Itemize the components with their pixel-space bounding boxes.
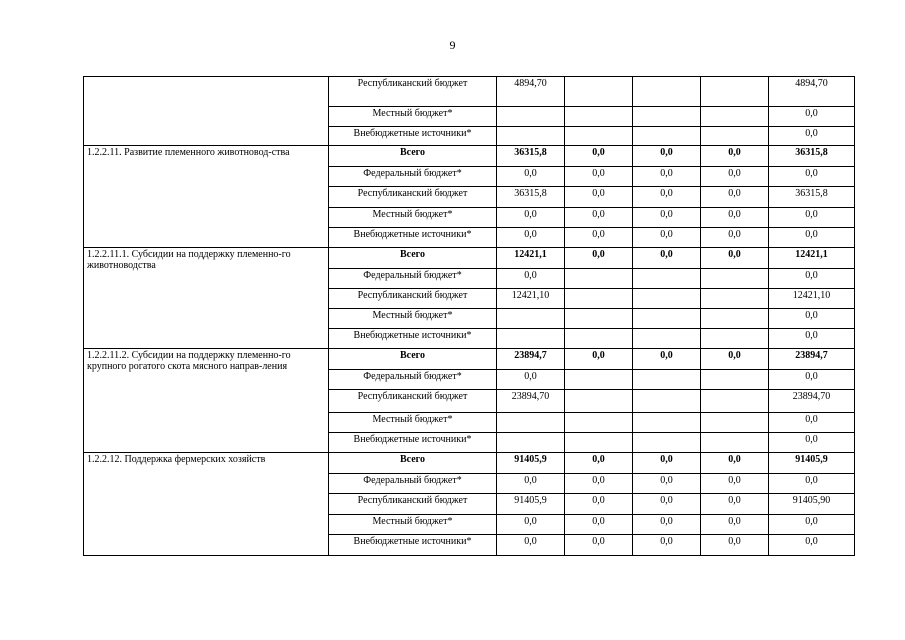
- year-value-cell: [565, 269, 633, 289]
- year-value-cell: [633, 309, 701, 329]
- year-value-cell: [565, 107, 633, 127]
- year-value-cell: [633, 107, 701, 127]
- year-value-cell: 0,0: [633, 474, 701, 494]
- year-value-cell: [565, 77, 633, 107]
- funding-source-cell: Местный бюджет*: [329, 515, 497, 535]
- total-value-cell: 36315,8: [497, 187, 565, 208]
- funding-source-cell: Республиканский бюджет: [329, 289, 497, 309]
- sum-value-cell: 0,0: [769, 208, 855, 228]
- funding-source-cell: Внебюджетные источники*: [329, 127, 497, 146]
- total-value-cell: 0,0: [497, 228, 565, 248]
- program-name-cell: 1.2.2.11.2. Субсидии на поддержку племенно-го крупного рогатого скота мясного направ-ления: [84, 349, 329, 453]
- year-value-cell: [701, 269, 769, 289]
- total-value-cell: [497, 127, 565, 146]
- table-row: [84, 146, 855, 167]
- year-value-cell: [701, 77, 769, 107]
- year-value-cell: 0,0: [565, 208, 633, 228]
- year-value-cell: 0,0: [633, 167, 701, 187]
- table-row: [84, 248, 855, 269]
- funding-source-cell: Всего: [329, 248, 497, 269]
- sum-value-cell: 0,0: [769, 107, 855, 127]
- year-value-cell: [633, 370, 701, 390]
- year-value-cell: 0,0: [633, 494, 701, 515]
- year-value-cell: 0,0: [565, 349, 633, 370]
- year-value-cell: 0,0: [701, 167, 769, 187]
- sum-value-cell: 0,0: [769, 269, 855, 289]
- page-number: 9: [449, 38, 456, 52]
- total-value-cell: 0,0: [497, 269, 565, 289]
- year-value-cell: 0,0: [633, 453, 701, 474]
- year-value-cell: 0,0: [565, 453, 633, 474]
- year-value-cell: [565, 370, 633, 390]
- year-value-cell: [633, 77, 701, 107]
- year-value-cell: 0,0: [565, 248, 633, 269]
- year-value-cell: 0,0: [633, 515, 701, 535]
- year-value-cell: 0,0: [633, 146, 701, 167]
- sum-value-cell: 36315,8: [769, 187, 855, 208]
- sum-value-cell: 23894,70: [769, 390, 855, 413]
- total-value-cell: [497, 309, 565, 329]
- sum-value-cell: 12421,10: [769, 289, 855, 309]
- year-value-cell: 0,0: [701, 494, 769, 515]
- year-value-cell: [633, 269, 701, 289]
- total-value-cell: 4894,70: [497, 77, 565, 107]
- year-value-cell: 0,0: [701, 474, 769, 494]
- program-name-cell: 1.2.2.11.1. Субсидии на поддержку племенно-го животноводства: [84, 248, 329, 349]
- year-value-cell: [701, 127, 769, 146]
- total-value-cell: [497, 433, 565, 453]
- sum-value-cell: 0,0: [769, 413, 855, 433]
- sum-value-cell: 0,0: [769, 329, 855, 349]
- year-value-cell: [565, 390, 633, 413]
- total-value-cell: 12421,10: [497, 289, 565, 309]
- year-value-cell: [701, 107, 769, 127]
- funding-source-cell: Внебюджетные источники*: [329, 228, 497, 248]
- year-value-cell: [633, 413, 701, 433]
- total-value-cell: 0,0: [497, 370, 565, 390]
- funding-source-cell: Местный бюджет*: [329, 413, 497, 433]
- year-value-cell: [701, 390, 769, 413]
- sum-value-cell: 0,0: [769, 515, 855, 535]
- sum-value-cell: 4894,70: [769, 77, 855, 107]
- year-value-cell: 0,0: [565, 535, 633, 556]
- year-value-cell: 0,0: [701, 146, 769, 167]
- year-value-cell: 0,0: [565, 474, 633, 494]
- total-value-cell: 0,0: [497, 474, 565, 494]
- year-value-cell: 0,0: [701, 535, 769, 556]
- funding-source-cell: Местный бюджет*: [329, 309, 497, 329]
- sum-value-cell: 0,0: [769, 228, 855, 248]
- table-row: [84, 453, 855, 474]
- year-value-cell: 0,0: [701, 515, 769, 535]
- year-value-cell: [565, 289, 633, 309]
- year-value-cell: [701, 329, 769, 349]
- total-value-cell: 91405,9: [497, 453, 565, 474]
- year-value-cell: [701, 413, 769, 433]
- total-value-cell: 0,0: [497, 535, 565, 556]
- year-value-cell: 0,0: [633, 349, 701, 370]
- year-value-cell: [633, 433, 701, 453]
- year-value-cell: 0,0: [701, 228, 769, 248]
- total-value-cell: 23894,7: [497, 349, 565, 370]
- year-value-cell: [701, 289, 769, 309]
- program-name-cell: 1.2.2.12. Поддержка фермерских хозяйств: [84, 453, 329, 556]
- total-value-cell: 0,0: [497, 167, 565, 187]
- year-value-cell: 0,0: [565, 146, 633, 167]
- year-value-cell: 0,0: [565, 228, 633, 248]
- sum-value-cell: 0,0: [769, 474, 855, 494]
- year-value-cell: 0,0: [701, 453, 769, 474]
- budget-table-body: [84, 77, 855, 556]
- funding-source-cell: Всего: [329, 146, 497, 167]
- funding-source-cell: Федеральный бюджет*: [329, 167, 497, 187]
- total-value-cell: [497, 329, 565, 349]
- sum-value-cell: 0,0: [769, 127, 855, 146]
- sum-value-cell: 12421,1: [769, 248, 855, 269]
- funding-source-cell: Федеральный бюджет*: [329, 474, 497, 494]
- funding-source-cell: Внебюджетные источники*: [329, 433, 497, 453]
- year-value-cell: 0,0: [701, 208, 769, 228]
- year-value-cell: [565, 329, 633, 349]
- funding-source-cell: Местный бюджет*: [329, 107, 497, 127]
- year-value-cell: 0,0: [633, 228, 701, 248]
- program-name-cell: [84, 77, 329, 146]
- year-value-cell: [565, 127, 633, 146]
- total-value-cell: [497, 413, 565, 433]
- year-value-cell: 0,0: [701, 248, 769, 269]
- sum-value-cell: 91405,90: [769, 494, 855, 515]
- funding-source-cell: Республиканский бюджет: [329, 494, 497, 515]
- funding-source-cell: Республиканский бюджет: [329, 187, 497, 208]
- total-value-cell: 91405,9: [497, 494, 565, 515]
- table-row: [84, 349, 855, 370]
- year-value-cell: 0,0: [565, 494, 633, 515]
- funding-source-cell: Внебюджетные источники*: [329, 535, 497, 556]
- sum-value-cell: 0,0: [769, 309, 855, 329]
- program-name-cell: 1.2.2.11. Развитие племенного животновод-ства: [84, 146, 329, 248]
- funding-source-cell: Федеральный бюджет*: [329, 370, 497, 390]
- year-value-cell: [633, 289, 701, 309]
- year-value-cell: 0,0: [565, 167, 633, 187]
- funding-source-cell: Республиканский бюджет: [329, 390, 497, 413]
- sum-value-cell: 23894,7: [769, 349, 855, 370]
- year-value-cell: [633, 127, 701, 146]
- total-value-cell: [497, 107, 565, 127]
- year-value-cell: [633, 390, 701, 413]
- year-value-cell: [701, 370, 769, 390]
- sum-value-cell: 36315,8: [769, 146, 855, 167]
- funding-source-cell: Местный бюджет*: [329, 208, 497, 228]
- year-value-cell: [701, 433, 769, 453]
- total-value-cell: 12421,1: [497, 248, 565, 269]
- sum-value-cell: 91405,9: [769, 453, 855, 474]
- sum-value-cell: 0,0: [769, 370, 855, 390]
- year-value-cell: 0,0: [565, 515, 633, 535]
- funding-source-cell: Всего: [329, 453, 497, 474]
- total-value-cell: 0,0: [497, 208, 565, 228]
- funding-source-cell: Внебюджетные источники*: [329, 329, 497, 349]
- year-value-cell: [565, 433, 633, 453]
- budget-table: [83, 76, 855, 556]
- year-value-cell: 0,0: [633, 248, 701, 269]
- funding-source-cell: Федеральный бюджет*: [329, 269, 497, 289]
- total-value-cell: 23894,70: [497, 390, 565, 413]
- funding-source-cell: Всего: [329, 349, 497, 370]
- year-value-cell: [565, 413, 633, 433]
- year-value-cell: [633, 329, 701, 349]
- sum-value-cell: 0,0: [769, 167, 855, 187]
- total-value-cell: 0,0: [497, 515, 565, 535]
- year-value-cell: [701, 309, 769, 329]
- table-row: [84, 77, 855, 107]
- year-value-cell: 0,0: [701, 187, 769, 208]
- funding-source-cell: Республиканский бюджет: [329, 77, 497, 107]
- sum-value-cell: 0,0: [769, 433, 855, 453]
- year-value-cell: 0,0: [633, 535, 701, 556]
- year-value-cell: 0,0: [633, 187, 701, 208]
- total-value-cell: 36315,8: [497, 146, 565, 167]
- year-value-cell: 0,0: [565, 187, 633, 208]
- sum-value-cell: 0,0: [769, 535, 855, 556]
- year-value-cell: 0,0: [633, 208, 701, 228]
- year-value-cell: [565, 309, 633, 329]
- year-value-cell: 0,0: [701, 349, 769, 370]
